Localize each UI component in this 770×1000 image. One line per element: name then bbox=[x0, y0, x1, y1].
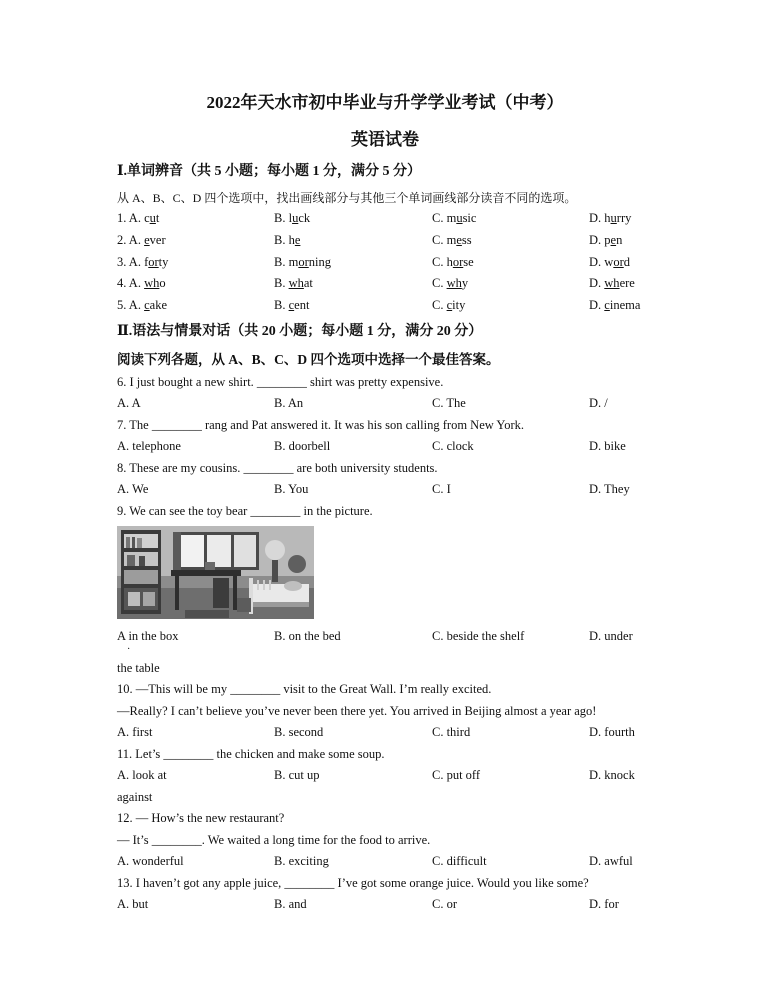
option-c: C. or bbox=[432, 897, 457, 911]
option-b: B. he bbox=[274, 233, 301, 247]
question-9-options bbox=[117, 629, 677, 647]
option-c: C. beside the shelf bbox=[432, 629, 525, 643]
option-b: B. on the bed bbox=[274, 629, 341, 643]
option-a: 3. A. forty bbox=[117, 255, 169, 269]
option-d: D. bike bbox=[589, 439, 626, 453]
option-b: B. and bbox=[274, 897, 307, 911]
bookshelf bbox=[121, 530, 161, 614]
option-d: D. cinema bbox=[589, 298, 641, 312]
underlined-letters: e bbox=[456, 233, 462, 247]
underlined-letters: wh bbox=[446, 276, 462, 290]
question-11-stem: 11. Let’s ________ the chicken and make some soup. bbox=[117, 747, 385, 761]
option-c: C. music bbox=[432, 211, 477, 225]
option-c: C. clock bbox=[432, 439, 474, 453]
lamp bbox=[265, 540, 285, 560]
question-11-options bbox=[117, 768, 677, 786]
question-4 bbox=[117, 276, 677, 294]
section1-instruction: 从 A、B、C、D 四个选项中，找出画线部分与其他三个单词画线部分读音不同的选项。 bbox=[117, 191, 577, 205]
option-b: B. exciting bbox=[274, 854, 329, 868]
underlined-letters: or bbox=[298, 255, 309, 269]
option-a: A. look at bbox=[117, 768, 167, 782]
underlined-letters: or bbox=[452, 255, 464, 269]
underlined-letters: c bbox=[604, 298, 610, 312]
underlined-letters: c bbox=[288, 298, 295, 312]
question-13-stem: 13. I haven’t got any apple juice, ________ I’ve got some orange juice. Would you like some? bbox=[117, 876, 589, 890]
question-7-stem: 7. The ________ rang and Pat answered it. It was his son calling from New York. bbox=[117, 418, 525, 432]
underlined-letters: e bbox=[294, 233, 301, 247]
option-c: C. third bbox=[432, 725, 471, 739]
question-9-stem: 9. We can see the toy bear ________ in the picture. bbox=[117, 504, 373, 518]
question-10-options bbox=[117, 725, 677, 743]
underlined-letters: wh bbox=[604, 276, 620, 290]
question-11-option-d-wrap: against bbox=[117, 790, 153, 804]
option-a: A in the box bbox=[117, 629, 179, 643]
section2-instruction: 阅读下列各题，从 A、B、C、D 四个选项中选择一个最佳答案。 bbox=[117, 352, 500, 367]
exam-subtitle: 英语试卷 bbox=[351, 130, 419, 149]
stray-dot: · bbox=[127, 644, 131, 655]
question-10-reply: —Really? I can’t believe you’ve never been there yet. You arrived in Beijing almost a year ago! bbox=[117, 704, 597, 718]
question-2 bbox=[117, 233, 677, 251]
question-8-options bbox=[117, 482, 677, 500]
question-12-reply: — It’s ________. We waited a long time for the food to arrive. bbox=[117, 833, 431, 847]
option-b: B. morning bbox=[274, 255, 331, 269]
question-7-options bbox=[117, 439, 677, 457]
option-d: D. word bbox=[589, 255, 630, 269]
underlined-letters: c bbox=[446, 298, 453, 312]
question-5 bbox=[117, 298, 677, 316]
option-d: D. hurry bbox=[589, 211, 632, 225]
exam-title: 2022年天水市初中毕业与升学学业考试（中考） bbox=[206, 93, 564, 112]
option-c: C. why bbox=[432, 276, 469, 290]
question-12-options bbox=[117, 854, 677, 872]
underlined-letters: or bbox=[613, 255, 624, 269]
section2-heading: Ⅱ.语法与情景对话（共 20 小题；每小题 1 分，满分 20 分） bbox=[117, 324, 483, 339]
room-picture bbox=[117, 526, 314, 619]
option-c: C. city bbox=[432, 298, 466, 312]
underlined-letters: wh bbox=[288, 276, 304, 290]
option-d: D. where bbox=[589, 276, 635, 290]
option-a: 4. A. who bbox=[117, 276, 166, 290]
option-c: C. horse bbox=[432, 255, 474, 269]
option-c: C. mess bbox=[432, 233, 472, 247]
option-b: B. what bbox=[274, 276, 313, 290]
section1-heading: Ⅰ.单词辨音（共 5 小题；每小题 1 分，满分 5 分） bbox=[117, 164, 422, 179]
option-b: B. second bbox=[274, 725, 324, 739]
option-d: D. knock bbox=[589, 768, 635, 782]
question-1 bbox=[117, 211, 677, 229]
option-b: B. An bbox=[274, 396, 304, 410]
option-d: D. They bbox=[589, 482, 630, 496]
option-c: C. I bbox=[432, 482, 451, 496]
underlined-letters: e bbox=[144, 233, 150, 247]
question-9-option-d-wrap: the table bbox=[117, 661, 160, 675]
option-d: D. fourth bbox=[589, 725, 635, 739]
option-d: D. under bbox=[589, 629, 633, 643]
option-d: D. / bbox=[589, 396, 608, 410]
underlined-letters: e bbox=[610, 233, 617, 247]
option-a: 1. A. cut bbox=[117, 211, 160, 225]
question-12-stem: 12. — How’s the new restaurant? bbox=[117, 811, 285, 825]
underlined-letters: u bbox=[456, 211, 463, 225]
plant bbox=[288, 555, 306, 573]
option-b: B. You bbox=[274, 482, 309, 496]
underlined-letters: or bbox=[148, 255, 159, 269]
underlined-letters: u bbox=[292, 211, 299, 225]
question-3 bbox=[117, 255, 677, 273]
option-a: A. first bbox=[117, 725, 153, 739]
option-b: B. cent bbox=[274, 298, 310, 312]
option-c: C. difficult bbox=[432, 854, 487, 868]
option-a: A. A bbox=[117, 396, 141, 410]
option-a: A. wonderful bbox=[117, 854, 184, 868]
underlined-letters: c bbox=[144, 298, 150, 312]
option-a: 5. A. cake bbox=[117, 298, 168, 312]
option-a: A. We bbox=[117, 482, 149, 496]
question-6-stem: 6. I just bought a new shirt. ________ shirt was pretty expensive. bbox=[117, 375, 444, 389]
question-6-options bbox=[117, 396, 677, 414]
question-10-stem: 10. —This will be my ________ visit to the Great Wall. I’m really excited. bbox=[117, 682, 492, 696]
underlined-letters: u bbox=[610, 211, 617, 225]
window bbox=[173, 532, 259, 574]
question-8-stem: 8. These are my cousins. ________ are both university students. bbox=[117, 461, 438, 475]
option-d: D. pen bbox=[589, 233, 623, 247]
option-d: D. awful bbox=[589, 854, 633, 868]
option-a: 2. A. ever bbox=[117, 233, 166, 247]
underlined-letters: wh bbox=[144, 276, 160, 290]
option-b: B. cut up bbox=[274, 768, 320, 782]
option-c: C. The bbox=[432, 396, 466, 410]
option-a: A. but bbox=[117, 897, 149, 911]
option-b: B. luck bbox=[274, 211, 311, 225]
option-a: A. telephone bbox=[117, 439, 181, 453]
question-13-options bbox=[117, 897, 677, 915]
underlined-letters: u bbox=[149, 211, 156, 225]
option-b: B. doorbell bbox=[274, 439, 331, 453]
option-d: D. for bbox=[589, 897, 619, 911]
option-c: C. put off bbox=[432, 768, 481, 782]
